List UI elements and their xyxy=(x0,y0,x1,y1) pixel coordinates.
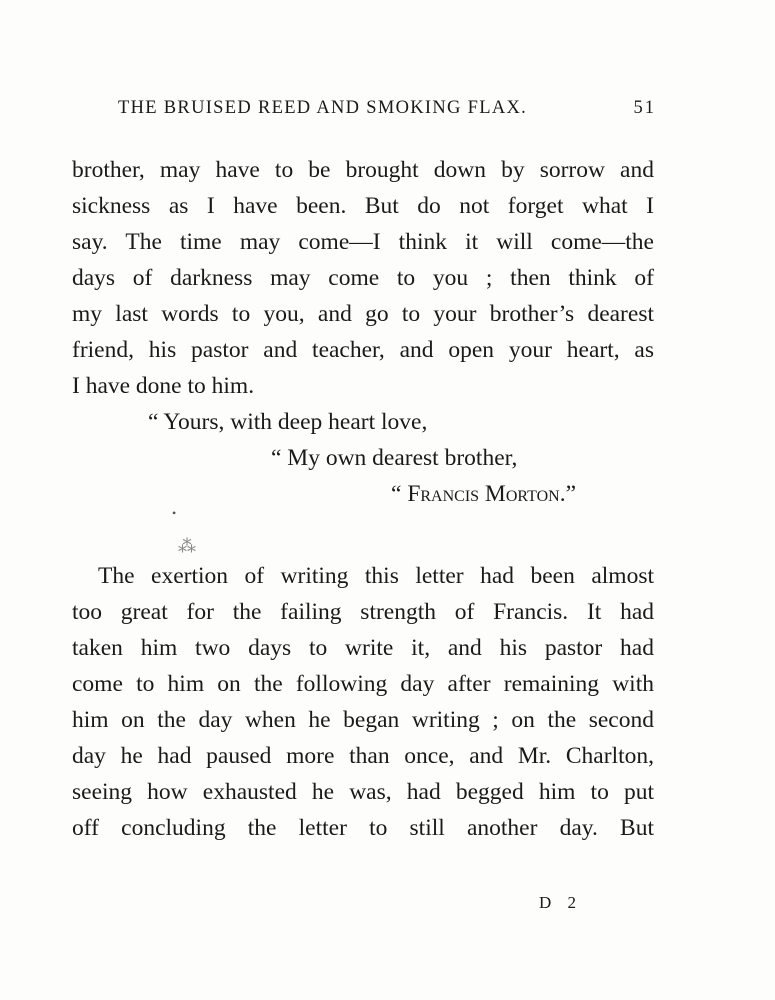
signature-close-quote: .” xyxy=(559,481,577,507)
running-title: THE BRUISED REED AND SMOKING FLAX. xyxy=(118,98,528,118)
paragraph-letter-end xyxy=(72,152,654,404)
text-line: say. The time may come—I think it will come—the xyxy=(72,229,654,255)
ink-speck-mark: • xyxy=(172,506,177,520)
signature-name: Francis Morton xyxy=(407,481,560,507)
text-line: off concluding the letter to still another day. But xyxy=(72,815,654,841)
paragraph-narration xyxy=(72,558,654,846)
letter-signature xyxy=(391,476,576,512)
text-line: too great for the failing strength of Francis. It had xyxy=(72,599,654,625)
ink-smudge-mark: ⁂ xyxy=(178,536,196,556)
signature-open-quote: “ xyxy=(391,481,408,507)
text-line: friend, his pastor and teacher, and open your heart, as xyxy=(72,337,654,363)
text-line: him on the day when he began writing ; on the second xyxy=(72,707,654,733)
text-line: days of darkness may come to you ; then think of xyxy=(72,265,654,291)
text-line: brother, may have to be brought down by sorrow and xyxy=(72,157,654,183)
letter-closing-relation: “ My own dearest brother, xyxy=(271,445,518,471)
text-line: day he had paused more than once, and Mr. Charlton, xyxy=(72,743,654,769)
text-line: my last words to you, and go to your brother’s dearest xyxy=(72,301,654,327)
text-line: taken him two days to write it, and his pastor had xyxy=(72,635,654,661)
page-number: 51 xyxy=(633,98,656,118)
printer-signature-mark: D 2 xyxy=(539,893,583,912)
text-line: I have done to him. xyxy=(72,373,255,399)
text-line: come to him on the following day after remaining with xyxy=(72,671,654,697)
text-line: The exertion of writing this letter had been almost xyxy=(98,563,654,589)
text-line: seeing how exhausted he was, had begged him to put xyxy=(72,779,654,805)
text-line: sickness as I have been. But do not forget what I xyxy=(72,193,654,219)
letter-closing-salutation: “ Yours, with deep heart love, xyxy=(148,409,428,435)
